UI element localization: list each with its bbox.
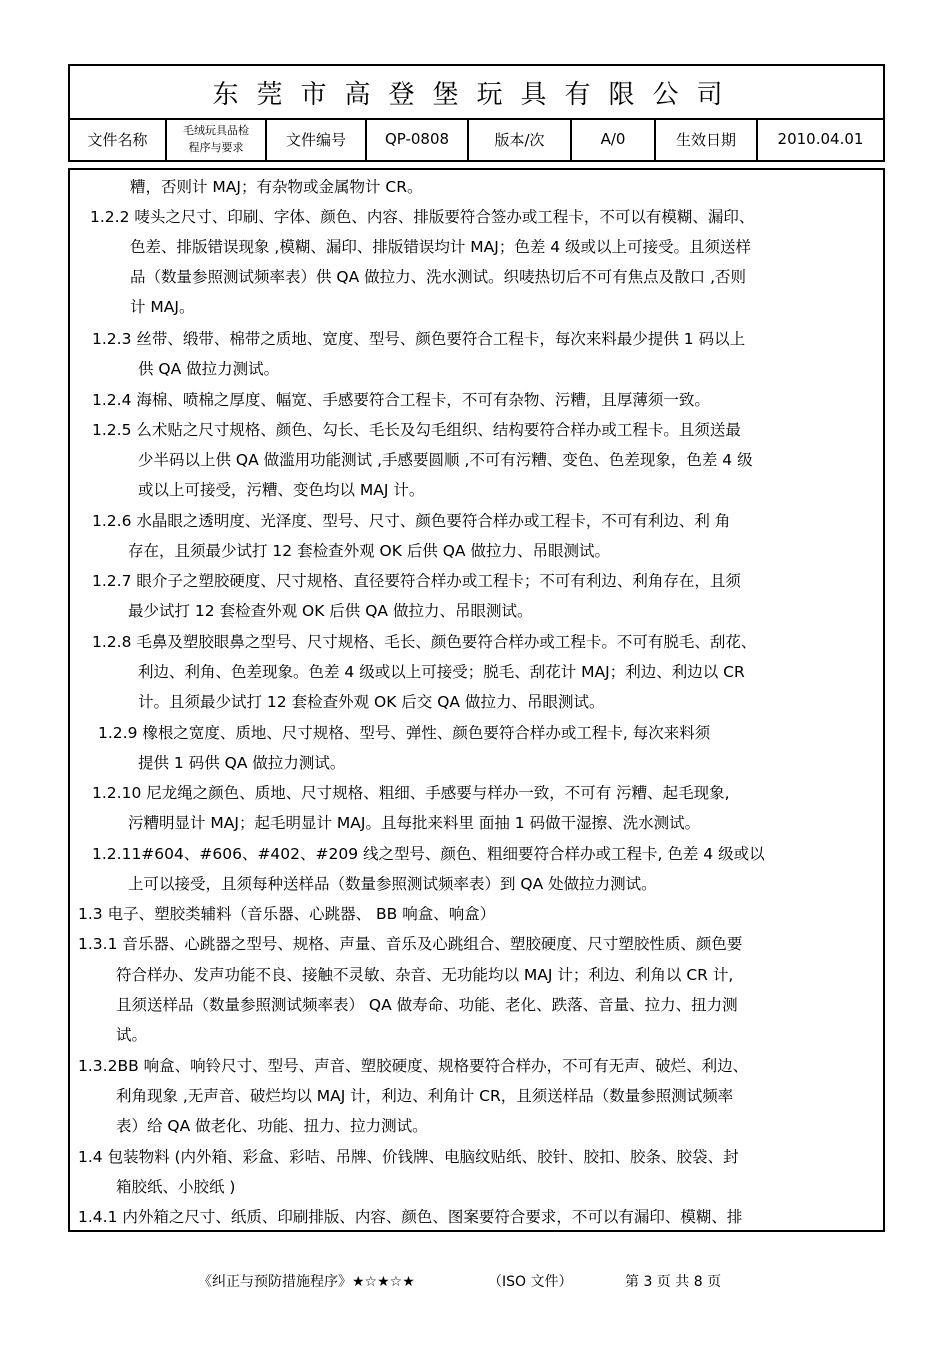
body-line: 1.3.2BB 响盒、响铃尺寸、型号、声音、塑胶硬度、规格要符合样办，不可有无声、破烂、利边、 <box>78 1057 749 1075</box>
doc-no-value: QP-0808 <box>367 118 469 160</box>
company-name: 东莞市高登堡玩具有限公司 <box>70 66 883 120</box>
body-line: 表）给 QA 做老化、功能、扭力、拉力测试。 <box>116 1117 428 1135</box>
body-line: 供 QA 做拉力测试。 <box>138 360 280 378</box>
body-line: 存在，且须最少试打 12 套检查外观 OK 后供 QA 做拉力、吊眼测试。 <box>128 542 610 560</box>
body-line: 最少试打 12 套检查外观 OK 后供 QA 做拉力、吊眼测试。 <box>128 602 533 620</box>
body-line: 上可以接受，且须每种送样品（数量参照测试频率表）到 QA 处做拉力测试。 <box>128 875 657 893</box>
doc-name-value-line1: 毛绒玩具品检 <box>183 124 249 137</box>
document-info-row <box>70 118 883 160</box>
version-value: A/0 <box>572 118 656 160</box>
body-line: 1.4 包装物料 (内外箱、彩盒、彩咭、吊牌、价钱牌、电脑纹贴纸、胶针、胶扣、胶条、胶袋、封 <box>78 1148 739 1166</box>
body-line: 1.2.9 橡根之宽度、质地、尺寸规格、型号、弹性、颜色要符合样办或工程卡, 每次来料须 <box>98 724 711 742</box>
body-line: 符合样办、发声功能不良、接触不灵敏、杂音、无功能均以 MAJ 计；利边、利角以 CR 计, <box>116 966 734 984</box>
body-line: 利边、利角、色差现象。色差 4 级或以上可接受；脱毛、刮花计 MAJ；利边、利边以 CR <box>138 663 745 681</box>
footer-title: 《纠正与预防措施程序》★☆★☆★ <box>198 1274 415 1290</box>
body-line: 1.3 电子、塑胶类辅料（音乐器、心跳器、 BB 响盒、响盒） <box>78 905 496 923</box>
body-line: 计 MAJ。 <box>130 298 195 316</box>
document-header-table <box>68 64 885 162</box>
body-line: 品（数量参照测试频率表）供 QA 做拉力、洗水测试。织唛热切后不可有焦点及散口 ,否则 <box>130 268 747 286</box>
body-line: 1.2.7 眼介子之塑胶硬度、尺寸规格、直径要符合样办或工程卡；不可有利边、利角存在，且须 <box>92 572 741 590</box>
body-line: 1.2.5 么术贴之尺寸规格、颜色、勾长、毛长及勾毛组织、结构要符合样办或工程卡。且须送最 <box>92 421 741 439</box>
body-line: 箱胶纸、小胶纸 ) <box>116 1178 236 1196</box>
version-label: 版本/次 <box>469 118 572 160</box>
body-line: 污糟明显计 MAJ；起毛明显计 MAJ。且每批来料里 面抽 1 码做干湿擦、洗水测试。 <box>128 814 701 832</box>
footer-page-number: 第 3 页 共 8 页 <box>625 1274 722 1290</box>
body-line: 利角现象 ,无声音、破烂均以 MAJ 计，利边、利角计 CR，且须送样品（数量参照测试频率 <box>116 1087 734 1105</box>
body-line: 1.2.8 毛鼻及塑胶眼鼻之型号、尺寸规格、毛长、颜色要符合样办或工程卡。不可有脱毛、刮花、 <box>92 633 757 651</box>
body-line: 且须送样品（数量参照测试频率表） QA 做寿命、功能、老化、跌落、音量、拉力、扭力测 <box>116 996 738 1014</box>
document-body <box>68 168 885 1232</box>
footer-iso-label: （ISO 文件） <box>488 1274 573 1290</box>
doc-name-label: 文件名称 <box>70 118 167 160</box>
body-line: 1.2.4 海棉、喷棉之厚度、幅宽、手感要符合工程卡，不可有杂物、污糟，且厚薄须一致。 <box>92 391 710 409</box>
body-line: 1.2.6 水晶眼之透明度、光泽度、型号、尺寸、颜色要符合样办或工程卡，不可有利边、利 角 <box>92 512 731 530</box>
body-line: 1.2.11#604、#606、#402、#209 线之型号、颜色、粗细要符合样办或工程卡, 色差 4 级或以 <box>92 845 765 863</box>
body-line: 1.2.10 尼龙绳之颜色、质地、尺寸规格、粗细、手感要与样办一致，不可有 污糟、起毛现象, <box>92 784 730 802</box>
body-line: 1.4.1 内外箱之尺寸、纸质、印刷排版、内容、颜色、图案要符合要求，不可以有漏印、模糊、排 <box>78 1208 743 1226</box>
body-line: 1.3.1 音乐器、心跳器之型号、规格、声量、音乐及心跳组合、塑胶硬度、尺寸塑胶性质、颜色要 <box>78 935 743 953</box>
body-line: 糟，否则计 MAJ；有杂物或金属物计 CR。 <box>130 178 423 196</box>
body-line: 少半码以上供 QA 做滥用功能测试 ,手感要圆顺 ,不可有污糟、变色、色差现象，色差 4 级 <box>138 451 753 469</box>
body-line: 1.2.2 唛头之尺寸、印刷、字体、颜色、内容、排版要符合签办或工程卡，不可以有模糊、漏印、 <box>90 208 755 226</box>
body-line: 1.2.3 丝带、缎带、棉带之质地、宽度、型号、颜色要符合工程卡，每次来料最少提供 1 码以上 <box>92 330 746 348</box>
body-line: 或以上可接受，污糟、变色均以 MAJ 计。 <box>138 481 425 499</box>
body-line: 计。且须最少试打 12 套检查外观 OK 后交 QA 做拉力、吊眼测试。 <box>138 693 605 711</box>
body-line: 提供 1 码供 QA 做拉力测试。 <box>138 754 346 772</box>
doc-no-label: 文件编号 <box>267 118 367 160</box>
doc-name-value <box>167 118 267 160</box>
effective-date-value: 2010.04.01 <box>777 130 864 148</box>
body-line: 色差、排版错误现象 ,模糊、漏印、排版错误均计 MAJ；色差 4 级或以上可接受。且须送样 <box>130 238 752 256</box>
effective-date-label: 生效日期 <box>656 118 758 160</box>
doc-name-value-line2: 程序与要求 <box>188 141 244 154</box>
page-footer <box>0 1271 950 1295</box>
body-line: 试。 <box>116 1026 148 1044</box>
